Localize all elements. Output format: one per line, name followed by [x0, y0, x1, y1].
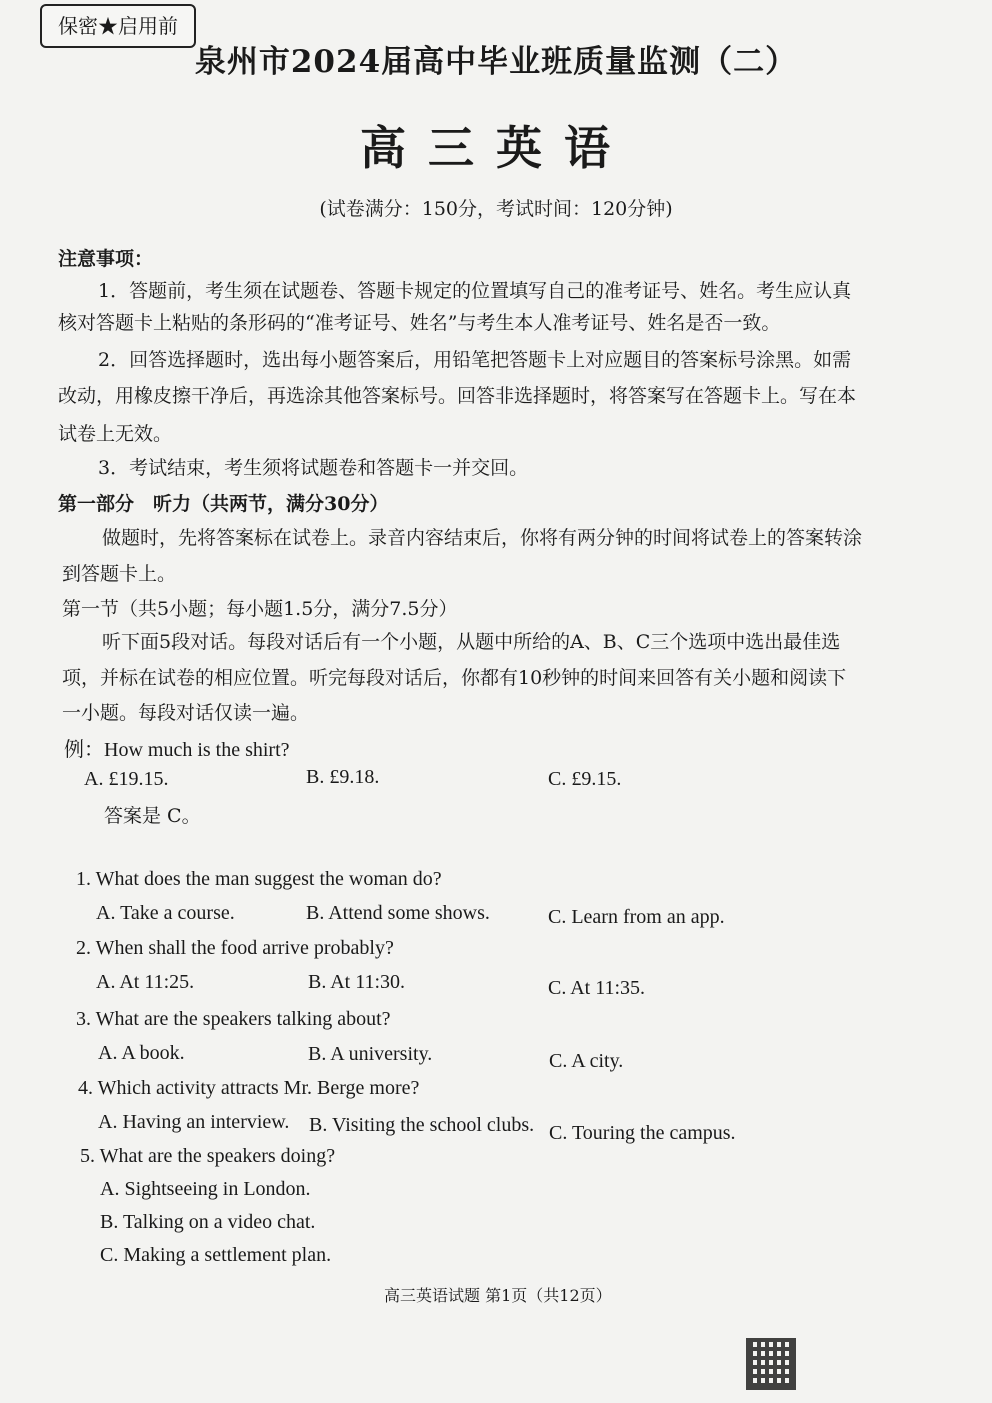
example-question: 例：How much is the shirt? [64, 739, 290, 761]
question-5: 5. What are the speakers doing? [80, 1145, 336, 1167]
question-3-option-b: B. A university. [308, 1043, 433, 1065]
note-3: 3．考试结束，考生须将试题卷和答题卡一并交回。 [98, 457, 529, 479]
note-1-line-2: 核对答题卡上粘贴的条形码的“准考证号、姓名”与考生本人准考证号、姓名是否一致。 [58, 312, 781, 334]
confidential-stamp: 保密★启用前 [40, 4, 196, 48]
part1-heading: 第一部分 听力（共两节，满分30分） [58, 493, 389, 515]
question-4-option-b: B. Visiting the school clubs. [309, 1114, 535, 1136]
note-2-line-1: 2．回答选择题时，选出每小题答案后，用铅笔把答题卡上对应题目的答案标号涂黑。如需 [98, 349, 852, 371]
question-5-option-c: C. Making a settlement plan. [100, 1244, 332, 1266]
question-4-option-c: C. Touring the campus. [549, 1122, 736, 1144]
question-2: 2. When shall the food arrive probably? [76, 937, 394, 959]
instructions-line-3: 一小题。每段对话仅读一遍。 [62, 702, 310, 724]
part1-intro-line-2: 到答题卡上。 [62, 563, 177, 585]
part1-intro-line-1: 做题时，先将答案标在试卷上。录音内容结束后，你将有两分钟的时间将试卷上的答案转涂 [102, 527, 863, 549]
example-option-c: C. £9.15. [548, 768, 622, 790]
example-answer: 答案是 C。 [104, 805, 201, 827]
instructions-line-2: 项，并标在试卷的相应位置。听完每段对话后，你都有10秒钟的时间来回答有关小题和阅读下 [62, 667, 847, 689]
question-4: 4. Which activity attracts Mr. Berge more? [78, 1077, 420, 1099]
section1-heading: 第一节（共5小题；每小题1.5分，满分7.5分） [62, 598, 458, 620]
question-2-option-a: A. At 11:25. [96, 971, 195, 993]
question-5-option-a: A. Sightseeing in London. [100, 1178, 311, 1200]
subject-title: 高三英语 [360, 121, 632, 175]
example-option-a: A. £19.15. [84, 768, 169, 790]
question-4-option-a: A. Having an interview. [98, 1111, 290, 1133]
notes-heading: 注意事项： [58, 248, 154, 270]
question-2-option-b: B. At 11:30. [308, 971, 406, 993]
note-1-line-1: 1．答题前，考生须在试题卷、答题卡规定的位置填写自己的准考证号、姓名。考生应认真 [98, 280, 852, 302]
question-3-option-c: C. A city. [549, 1050, 624, 1072]
exam-title: 泉州市2024届高中毕业班质量监测（二） [194, 44, 798, 80]
question-2-option-c: C. At 11:35. [548, 977, 646, 999]
example-option-b: B. £9.18. [306, 766, 380, 788]
qr-code-icon [746, 1338, 796, 1390]
question-1-option-c: C. Learn from an app. [548, 906, 725, 928]
question-3: 3. What are the speakers talking about? [76, 1008, 391, 1030]
note-2-line-3: 试卷上无效。 [58, 423, 173, 445]
question-1-option-a: A. Take a course. [96, 902, 235, 924]
question-3-option-a: A. A book. [98, 1042, 185, 1064]
question-1-option-b: B. Attend some shows. [306, 902, 490, 924]
instructions-line-1: 听下面5段对话。每段对话后有一个小题，从题中所给的A、B、C三个选项中选出最佳选 [102, 631, 841, 653]
score-info: (试卷满分：150分，考试时间：120分钟) [319, 198, 673, 220]
note-2-line-2: 改动，用橡皮擦干净后，再选涂其他答案标号。回答非选择题时，将答案写在答题卡上。写在本 [58, 385, 857, 407]
question-1: 1. What does the man suggest the woman do? [76, 868, 442, 890]
page-footer: 高三英语试题 第1页（共12页） [384, 1286, 612, 1305]
question-5-option-b: B. Talking on a video chat. [100, 1211, 316, 1233]
